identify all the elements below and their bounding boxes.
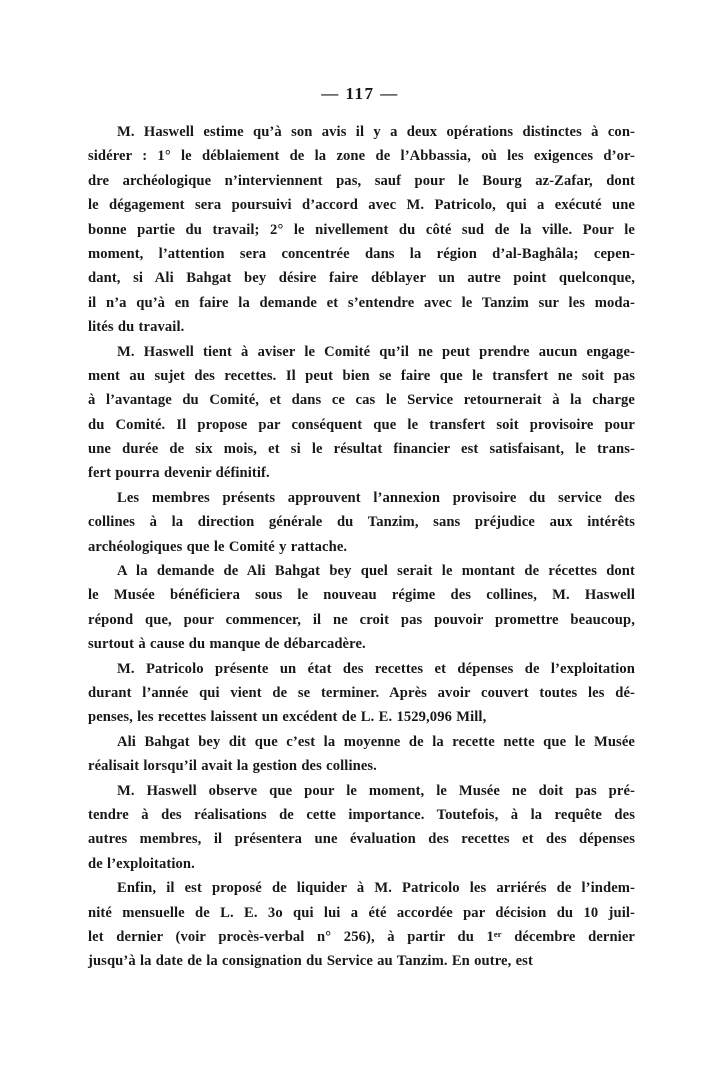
text-line: archéologiques que le Comité y rattache. [88, 538, 348, 555]
paragraph [88, 559, 635, 657]
paragraph [88, 657, 635, 730]
text-line: ment au sujet des recettes. Il peut bien se faire que le transfert ne soit pas [88, 367, 635, 384]
text-line: moment, l’attention sera concentrée dans la région d’al-Baghâla; cepen- [88, 245, 635, 262]
paragraph [88, 486, 635, 559]
text-line: tendre à des réalisations de cette importance. Toutefois, à la requête des [88, 806, 635, 823]
text-line: M. Patricolo présente un état des recettes et dépenses de l’exploitation [117, 660, 635, 677]
paragraph [88, 876, 635, 974]
text-line: M. Haswell observe que pour le moment, le Musée ne doit pas pré- [117, 782, 635, 799]
text-line: de l’exploitation. [88, 855, 195, 872]
text-line: surtout à cause du manque de débarcadère. [88, 636, 366, 653]
paragraph [88, 730, 635, 779]
page-body [88, 120, 635, 974]
text-line: M. Haswell estime qu’à son avis il y a deux opérations distinctes à con- [117, 124, 635, 140]
text-line: jusqu’à la date de la consignation du Service au Tanzim. En outre, est [88, 953, 533, 970]
text-line: autres membres, il présentera une évaluation des recettes et des dépenses [88, 831, 635, 848]
text-line: réalisait lorsqu’il avait la gestion des collines. [88, 758, 377, 775]
paragraph [88, 779, 635, 877]
text-line: Les membres présents approuvent l’annexion provisoire du service des [117, 489, 635, 506]
text-line: nité mensuelle de L. E. 3o qui lui a été accordée par décision du 10 juil- [88, 904, 635, 921]
text-line: répond que, pour commencer, il ne croit pas pouvoir promettre beaucoup, [88, 611, 635, 628]
text-line: le dégagement sera poursuivi d’accord avec M. Patricolo, qui a exécuté une [88, 197, 635, 214]
text-line: penses, les recettes laissent un excédent de L. E. 1529,096 Mill, [88, 709, 487, 726]
text-line: lités du travail. [88, 319, 185, 336]
text-line: fert pourra devenir définitif. [88, 465, 270, 482]
text-line: bonne partie du travail; 2° le nivellement du côté sud de la ville. Pour le [88, 221, 635, 238]
text-line: le Musée bénéficiera sous le nouveau régime des collines, M. Haswell [88, 587, 635, 604]
text-line: sidérer : 1° le déblaiement de la zone de l’Abbassia, où les exigences d’or- [88, 148, 635, 165]
text-line: il n’a qu’à en faire la demande et s’entendre avec le Tanzim sur les moda- [88, 294, 635, 311]
text-line: collines à la direction générale du Tanzim, sans préjudice aux intérêts [88, 514, 635, 531]
page-number-header: — 117 — [321, 84, 399, 103]
text-line: let dernier (voir procès-verbal n° 256), à partir du 1ᵉʳ décembre dernier [88, 928, 635, 945]
text-line: A la demande de Ali Bahgat bey quel serait le montant de récettes dont [117, 563, 635, 580]
text-line: dre archéologique n’interviennent pas, sauf pour le Bourg az-Zafar, dont [88, 172, 635, 189]
text-line: à l’avantage du Comité, et dans ce cas le Service retournerait à la charge [88, 392, 635, 409]
text-line: Enfin, il est proposé de liquider à M. Patricolo les arriérés de l’indem- [117, 880, 635, 897]
text-line: une durée de six mois, et si le résultat financier est satisfaisant, le trans- [88, 441, 635, 458]
text-line: dant, si Ali Bahgat bey désire faire déblayer un autre point quelconque, [88, 270, 635, 287]
text-line: Ali Bahgat bey dit que c’est la moyenne de la recette nette que le Musée [117, 733, 635, 750]
paragraph [88, 340, 635, 486]
text-line: du Comité. Il propose par conséquent que le transfert soit provisoire pour [88, 416, 635, 433]
paragraph [88, 120, 635, 340]
text-line: M. Haswell tient à aviser le Comité qu’il ne peut prendre aucun engage- [117, 343, 635, 360]
text-line: durant l’année qui vient de se terminer. Après avoir couvert toutes les dé- [88, 684, 635, 701]
